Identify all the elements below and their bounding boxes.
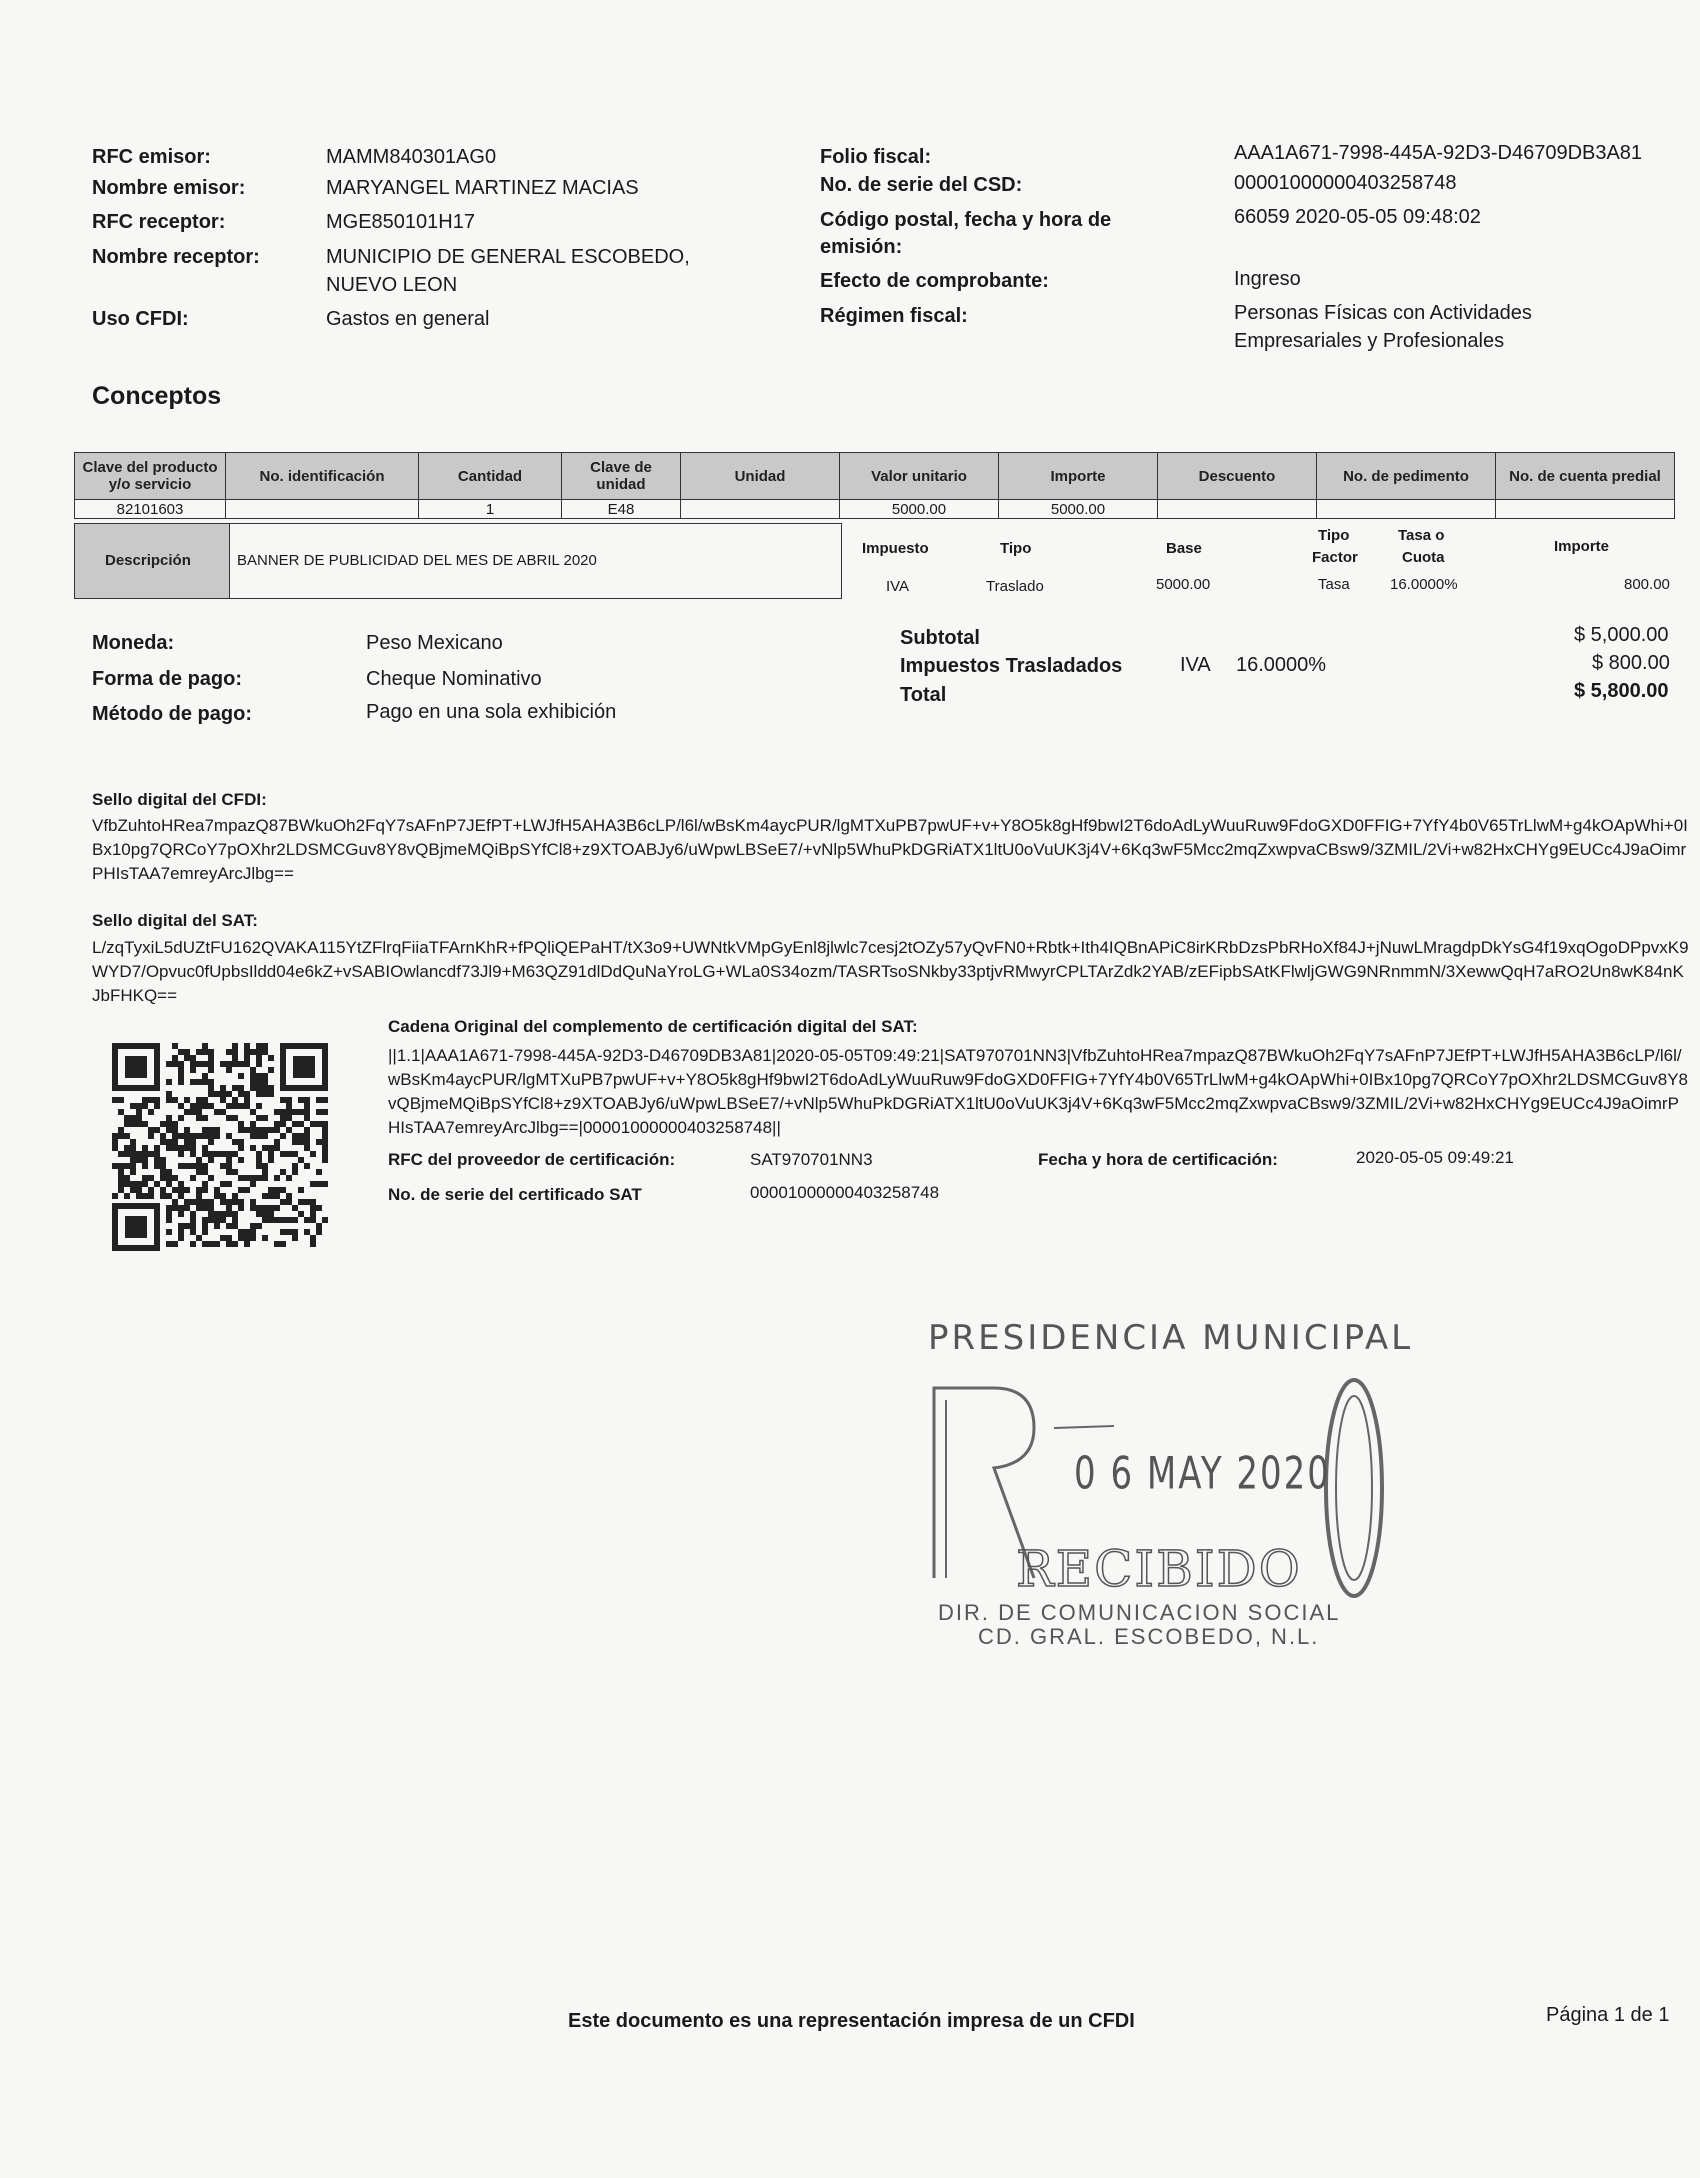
cell-clave: 82101603 bbox=[75, 500, 226, 519]
serie-csd-value: 00001000000403258748 bbox=[1234, 172, 1457, 194]
nombre-receptor-line2: NUEVO LEON bbox=[326, 274, 458, 296]
imp-h-tipo-factor-2: Factor bbox=[1312, 549, 1358, 566]
serie-certificado-sat-value: 00001000000403258748 bbox=[750, 1183, 940, 1202]
cell-importe: 5000.00 bbox=[999, 500, 1158, 519]
col-importe: Importe bbox=[999, 453, 1158, 500]
col-no-identificacion: No. identificación bbox=[226, 453, 419, 500]
cadena-original-value: ||1.1|AAA1A671-7998-445A-92D3-D46709DB3A81|2020-05-05T09:49:21|SAT970701NN3|VfbZuhtoHRea7mpazQ87BWkuOh2FqY7sAFnP7JEfPT+LWJfH5AHA3B6cLP/l6l/wBsKm4aycPUR/lgMTXuPB7pwUF+v+Y8O5k8gHf9bwI2T6doAdLyWuuRuw9FdoGXD0FFIG+7YfY4b0V65TrLlwM+g4kOApWhi+0IBx10pg7QRCoY7pOXhr2LDSMCGuv8Y8vQBjmeMQiBpSYfCl8+z9XTOABJy6/uWpwLBSeE7/+vNlp5WhuPkDGRiATX1ltU0oVuUK3j4V+6Kq3wF5Mcc2mqZxwpvaCBsw9/3ZMIL/2Vi+w82HxCHYg9EUCc4J9aOimrPHIsTAA7emreyArcJlbg==|00001000000403258748|| bbox=[388, 1046, 1688, 1137]
imp-importe: 800.00 bbox=[1624, 576, 1670, 593]
efecto-value: Ingreso bbox=[1234, 268, 1301, 290]
sello-sat-value: L/zqTyxiL5dUZtFU162QVAKA115YtZFlrqFiiaTFArnKhR+fPQliQEPaHT/tX3o9+UWNtkVMpGyEnl8jlwlc7cesj2tOZy57yQvFN0+Rbtk+Ith4IQBnAPiC8irKRbDzsPbRHoXf84J+jNuwLMragdpDkYsG4f19xqOgoDPpvxK9WYD7/Opvuc0fUpbsIldd04e6kZ+vSABIOwlancdf73Jl9+M63QZ91dlDdQuNaYroLG+WLa0S34ozm/TASRTsoSNkby33ptjvRMwyrCPLTArZdk2YAB/zEFipbSAtKFlwljGWG9NRnmmN/3XewwQqH7aRO2Un8wK84nKJbFHKQ== bbox=[92, 938, 1689, 1005]
subtotal-value: $ 5,000.00 bbox=[1574, 624, 1669, 646]
nombre-receptor-line1: MUNICIPIO DE GENERAL ESCOBEDO, bbox=[326, 246, 690, 268]
footer-note: Este documento es una representación impresa de un CFDI bbox=[568, 2010, 1135, 2032]
sello-cfdi-value: VfbZuhtoHRea7mpazQ87BWkuOh2FqY7sAFnP7JEfPT+LWJfH5AHA3B6cLP/l6l/wBsKm4aycPUR/lgMTXuPB7pwUF+v+Y8O5k8gHf9bwI2T6doAdLyWuuRuw9FdoGXD0FFIG+7YfY4b0V65TrLlwM+g4kOApWhi+0IBx10pg7QRCoY7pOXhr2LDSMCGuv8Y8vQBjmeMQiBpSYfCl8+z9XTOABJy6/uWpwLBSeE7/+vNlp5WhuPkDGRiATX1ltU0oVuUK3j4V+6Kq3wF5Mcc2mqZxwpvaCBsw9/3ZMIL/2Vi+w82HxCHYg9EUCc4J9aOimrPHIsTAA7emreyArcJlbg== bbox=[92, 816, 1688, 883]
descripcion-value: BANNER DE PUBLICIDAD DEL MES DE ABRIL 2020 bbox=[237, 552, 597, 569]
nombre-emisor-label: Nombre emisor: bbox=[92, 177, 246, 199]
imp-tipo: Traslado bbox=[986, 578, 1044, 595]
col-valor-unitario: Valor unitario bbox=[840, 453, 999, 500]
fecha-certificacion-value: 2020-05-05 09:49:21 bbox=[1356, 1148, 1514, 1167]
uso-cfdi-value: Gastos en general bbox=[326, 308, 490, 330]
imp-base: 5000.00 bbox=[1156, 576, 1211, 593]
folio-fiscal-label: Folio fiscal: bbox=[820, 146, 932, 168]
cell-cantidad: 1 bbox=[419, 500, 562, 519]
serie-certificado-sat-label: No. de serie del certificado SAT bbox=[388, 1185, 642, 1204]
forma-pago-label: Forma de pago: bbox=[92, 668, 243, 690]
total-label: Total bbox=[900, 684, 947, 706]
forma-pago-value: Cheque Nominativo bbox=[366, 668, 542, 690]
impuestos-trasladados-label: Impuestos Trasladados bbox=[900, 655, 1123, 677]
cp-fecha-label-line2: emisión: bbox=[820, 236, 903, 258]
qr-code bbox=[112, 1043, 328, 1251]
serie-csd-label: No. de serie del CSD: bbox=[820, 174, 1023, 196]
col-clave-producto: Clave del producto y/o servicio bbox=[75, 453, 226, 500]
impuestos-value: $ 800.00 bbox=[1592, 652, 1670, 674]
subtotal-label: Subtotal bbox=[900, 627, 980, 649]
imp-h-tasa-1: Tasa o bbox=[1398, 527, 1445, 544]
imp-h-tasa-2: Cuota bbox=[1402, 549, 1445, 566]
stamp-date: 0 6 MAY 2020 bbox=[1074, 1448, 1331, 1500]
col-clave-unidad: Clave de unidad bbox=[562, 453, 681, 500]
imp-impuesto: IVA bbox=[886, 578, 910, 595]
cell-valor-unitario: 5000.00 bbox=[840, 500, 999, 519]
col-descuento: Descuento bbox=[1158, 453, 1317, 500]
impuestos-tasa: 16.0000% bbox=[1236, 654, 1327, 676]
conceptos-table bbox=[74, 452, 1675, 519]
stamp-presidencia: PRESIDENCIA MUNICIPAL bbox=[928, 1318, 1414, 1358]
descripcion-box bbox=[74, 523, 842, 599]
impuestos-tipo: IVA bbox=[1180, 654, 1211, 676]
folio-fiscal-value: AAA1A671-7998-445A-92D3-D46709DB3A81 bbox=[1234, 142, 1643, 164]
cp-fecha-value: 66059 2020-05-05 09:48:02 bbox=[1234, 206, 1481, 228]
rfc-proveedor-value: SAT970701NN3 bbox=[750, 1150, 873, 1169]
imp-h-base: Base bbox=[1166, 540, 1202, 557]
rfc-proveedor-label: RFC del proveedor de certificación: bbox=[388, 1150, 676, 1169]
stamp-ciudad: CD. GRAL. ESCOBEDO, N.L. bbox=[978, 1624, 1320, 1649]
conceptos-header-row bbox=[75, 453, 1675, 500]
recibido-stamp bbox=[924, 1318, 1414, 1658]
imp-tasa: 16.0000% bbox=[1390, 576, 1458, 593]
imp-h-impuesto: Impuesto bbox=[862, 540, 929, 557]
rfc-emisor-value: MAMM840301AG0 bbox=[326, 146, 497, 168]
col-cantidad: Cantidad bbox=[419, 453, 562, 500]
imp-tipo-factor: Tasa bbox=[1318, 576, 1350, 593]
nombre-receptor-label: Nombre receptor: bbox=[92, 246, 260, 268]
regimen-line1: Personas Físicas con Actividades bbox=[1234, 302, 1532, 324]
uso-cfdi-label: Uso CFDI: bbox=[92, 308, 189, 330]
imp-h-importe: Importe bbox=[1554, 538, 1610, 555]
cell-unidad bbox=[681, 500, 840, 519]
sello-cfdi-label: Sello digital del CFDI: bbox=[92, 790, 267, 809]
imp-h-tipo-factor-1: Tipo bbox=[1318, 527, 1350, 544]
rfc-receptor-label: RFC receptor: bbox=[92, 211, 226, 233]
col-no-cuenta-predial: No. de cuenta predial bbox=[1496, 453, 1675, 500]
descripcion-label: Descripción bbox=[105, 552, 191, 569]
rfc-emisor-label: RFC emisor: bbox=[92, 146, 211, 168]
fecha-certificacion-label: Fecha y hora de certificación: bbox=[1038, 1150, 1278, 1169]
metodo-pago-label: Método de pago: bbox=[92, 703, 252, 725]
cell-identificacion bbox=[226, 500, 419, 519]
cadena-original-label: Cadena Original del complemento de certificación digital del SAT: bbox=[388, 1017, 918, 1036]
stamp-recibido: RECIBIDO bbox=[1016, 1540, 1302, 1598]
sello-sat-label: Sello digital del SAT: bbox=[92, 911, 258, 930]
col-no-pedimento: No. de pedimento bbox=[1317, 453, 1496, 500]
col-unidad: Unidad bbox=[681, 453, 840, 500]
total-value: $ 5,800.00 bbox=[1574, 680, 1669, 702]
imp-h-tipo: Tipo bbox=[1000, 540, 1032, 557]
page-number: Página 1 de 1 bbox=[1546, 2004, 1670, 2026]
nombre-emisor-value: MARYANGEL MARTINEZ MACIAS bbox=[326, 177, 639, 199]
stamp-direccion: DIR. DE COMUNICACION SOCIAL bbox=[938, 1600, 1341, 1625]
moneda-value: Peso Mexicano bbox=[366, 632, 503, 654]
metodo-pago-value: Pago en una sola exhibición bbox=[366, 701, 617, 723]
regimen-label: Régimen fiscal: bbox=[820, 305, 968, 327]
cp-fecha-label-line1: Código postal, fecha y hora de bbox=[820, 209, 1112, 231]
table-row bbox=[75, 500, 1675, 519]
rfc-receptor-value: MGE850101H17 bbox=[326, 211, 475, 233]
cell-clave-unidad: E48 bbox=[562, 500, 681, 519]
conceptos-title: Conceptos bbox=[92, 382, 222, 410]
efecto-label: Efecto de comprobante: bbox=[820, 270, 1049, 292]
regimen-line2: Empresariales y Profesionales bbox=[1234, 330, 1505, 352]
moneda-label: Moneda: bbox=[92, 632, 175, 654]
